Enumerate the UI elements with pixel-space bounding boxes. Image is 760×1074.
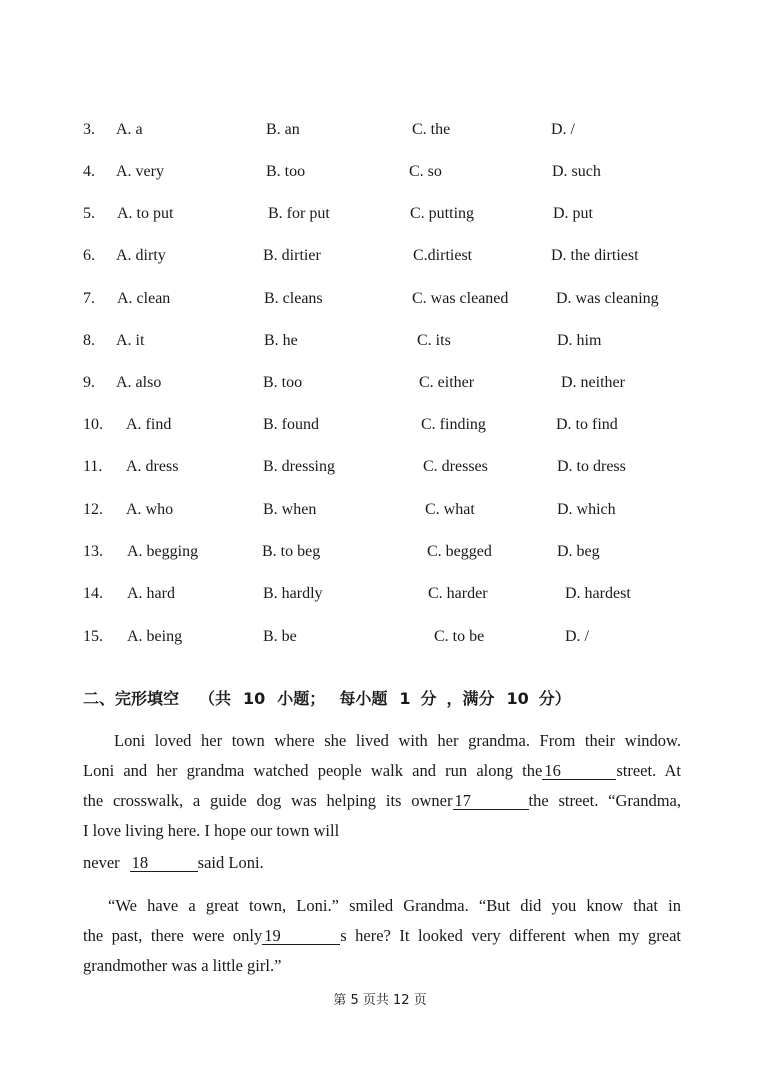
option-d: D. which bbox=[557, 501, 616, 518]
question-number: 5. bbox=[83, 205, 95, 222]
option-d: D. / bbox=[565, 628, 589, 645]
footer-middle: 页共 bbox=[362, 993, 389, 1008]
option-d: D. beg bbox=[557, 543, 600, 560]
question-row bbox=[0, 628, 760, 652]
passage-text: the crosswalk, a guide dog was helping its owner bbox=[83, 791, 453, 810]
passage-text: I love living here. I hope our town will bbox=[83, 821, 340, 840]
option-a: A. it bbox=[116, 332, 145, 349]
question-row bbox=[0, 247, 760, 271]
section-note-open: （共 bbox=[199, 689, 232, 708]
question-number: 4. bbox=[83, 163, 95, 180]
passage-line bbox=[114, 731, 681, 751]
option-c: C. putting bbox=[410, 205, 475, 222]
question-number: 10. bbox=[83, 416, 103, 433]
question-number: 13. bbox=[83, 543, 103, 560]
option-b: B. too bbox=[266, 163, 306, 180]
section-full-label: 满分 bbox=[462, 689, 495, 708]
option-b: B. to beg bbox=[262, 543, 321, 560]
passage-text: Loni and her grandma watched people walk and run along the bbox=[83, 761, 543, 780]
passage-text: “We have a great town, Loni.” smiled Grandma. “But did you know that in bbox=[108, 896, 681, 915]
passage-text: said Loni. bbox=[197, 853, 264, 872]
option-b: B. he bbox=[264, 332, 298, 349]
option-b: B. dirtier bbox=[263, 247, 321, 264]
question-row bbox=[0, 374, 760, 398]
option-b: B. an bbox=[266, 121, 300, 138]
option-b: B. hardly bbox=[263, 585, 323, 602]
passage-text: Loni loved her town where she lived with her grandma. From their window. bbox=[114, 731, 681, 750]
option-a: A. dress bbox=[126, 458, 179, 475]
question-row bbox=[0, 501, 760, 525]
option-b: B. cleans bbox=[264, 290, 323, 307]
option-c: C. begged bbox=[427, 543, 492, 560]
blank-18: 18 bbox=[130, 854, 198, 872]
question-row bbox=[0, 458, 760, 482]
passage-line bbox=[83, 791, 681, 811]
footer-total-pages: 12 bbox=[393, 993, 410, 1008]
option-c: C. was cleaned bbox=[412, 290, 509, 307]
footer-page-number: 5 bbox=[350, 993, 359, 1008]
question-number: 6. bbox=[83, 247, 95, 264]
question-row bbox=[0, 543, 760, 567]
option-d: D. put bbox=[553, 205, 593, 222]
option-c: C. dresses bbox=[423, 458, 488, 475]
passage-text: the street. “Grandma, bbox=[528, 791, 681, 810]
option-c: C. so bbox=[409, 163, 442, 180]
question-number: 7. bbox=[83, 290, 95, 307]
option-a: A. being bbox=[127, 628, 183, 645]
option-b: B. be bbox=[263, 628, 297, 645]
question-number: 3. bbox=[83, 121, 95, 138]
section-note-close: 分） bbox=[538, 689, 571, 708]
section-comma: ， bbox=[446, 689, 463, 708]
passage-text: grandmother was a little girl.” bbox=[83, 956, 282, 975]
passage-line bbox=[108, 896, 681, 916]
page-footer bbox=[0, 989, 760, 1008]
blank-17: 17 bbox=[453, 792, 529, 810]
option-d: D. hardest bbox=[565, 585, 631, 602]
passage-text: s here? It looked very different when my great bbox=[340, 926, 681, 945]
passage-text: the past, there were only bbox=[83, 926, 263, 945]
blank-19: 19 bbox=[262, 927, 340, 945]
option-c: C. the bbox=[412, 121, 451, 138]
option-a: A. hard bbox=[127, 585, 175, 602]
question-number: 12. bbox=[83, 501, 103, 518]
question-row bbox=[0, 121, 760, 145]
option-a: A. very bbox=[116, 163, 164, 180]
passage-line bbox=[83, 761, 681, 781]
footer-prefix: 第 bbox=[333, 993, 347, 1008]
option-a: A. to put bbox=[117, 205, 174, 222]
option-d: D. neither bbox=[561, 374, 625, 391]
option-d: D. was cleaning bbox=[556, 290, 659, 307]
passage-line bbox=[83, 853, 681, 873]
question-number: 11. bbox=[83, 458, 103, 475]
option-d: D. to dress bbox=[557, 458, 626, 475]
option-d: D. him bbox=[557, 332, 602, 349]
passage-line bbox=[83, 956, 681, 976]
option-c: C. what bbox=[425, 501, 475, 518]
option-a: A. who bbox=[126, 501, 174, 518]
option-a: A. clean bbox=[117, 290, 171, 307]
option-c: C. to be bbox=[434, 628, 485, 645]
option-a: A. a bbox=[116, 121, 143, 138]
option-a: A. begging bbox=[127, 543, 199, 560]
passage-line bbox=[83, 821, 681, 841]
option-c: C.dirtiest bbox=[413, 247, 473, 264]
footer-suffix: 页 bbox=[413, 993, 427, 1008]
question-row bbox=[0, 585, 760, 609]
option-d: D. the dirtiest bbox=[551, 247, 639, 264]
section-per-score: 1 bbox=[399, 689, 411, 708]
section-count: 10 bbox=[243, 689, 266, 708]
question-row bbox=[0, 332, 760, 356]
option-d: D. / bbox=[551, 121, 575, 138]
option-a: A. also bbox=[116, 374, 162, 391]
section-heading: 二、完形填空 bbox=[83, 689, 180, 708]
option-d: D. such bbox=[552, 163, 601, 180]
question-number: 8. bbox=[83, 332, 95, 349]
section-per-unit: 分 bbox=[420, 689, 437, 708]
option-c: C. either bbox=[419, 374, 475, 391]
option-c: C. finding bbox=[421, 416, 486, 433]
passage-text: street. At bbox=[616, 761, 681, 780]
section-per-label: 每小题 bbox=[339, 689, 388, 708]
option-a: A. find bbox=[126, 416, 172, 433]
section-note-unit: 小题； bbox=[277, 689, 326, 708]
option-c: C. its bbox=[417, 332, 451, 349]
question-number: 15. bbox=[83, 628, 103, 645]
question-row bbox=[0, 163, 760, 187]
blank-16: 16 bbox=[542, 762, 616, 780]
option-c: C. harder bbox=[428, 585, 488, 602]
option-a: A. dirty bbox=[116, 247, 166, 264]
question-row bbox=[0, 290, 760, 314]
option-b: B. too bbox=[263, 374, 303, 391]
option-b: B. dressing bbox=[263, 458, 335, 475]
question-number: 9. bbox=[83, 374, 95, 391]
option-b: B. found bbox=[263, 416, 319, 433]
question-row bbox=[0, 416, 760, 440]
question-number: 14. bbox=[83, 585, 103, 602]
option-d: D. to find bbox=[556, 416, 618, 433]
section-full-score: 10 bbox=[506, 689, 529, 708]
section-title bbox=[83, 686, 571, 709]
question-row bbox=[0, 205, 760, 229]
option-b: B. when bbox=[263, 501, 317, 518]
passage-text: never bbox=[83, 853, 120, 872]
passage-line bbox=[83, 926, 681, 946]
option-b: B. for put bbox=[268, 205, 330, 222]
